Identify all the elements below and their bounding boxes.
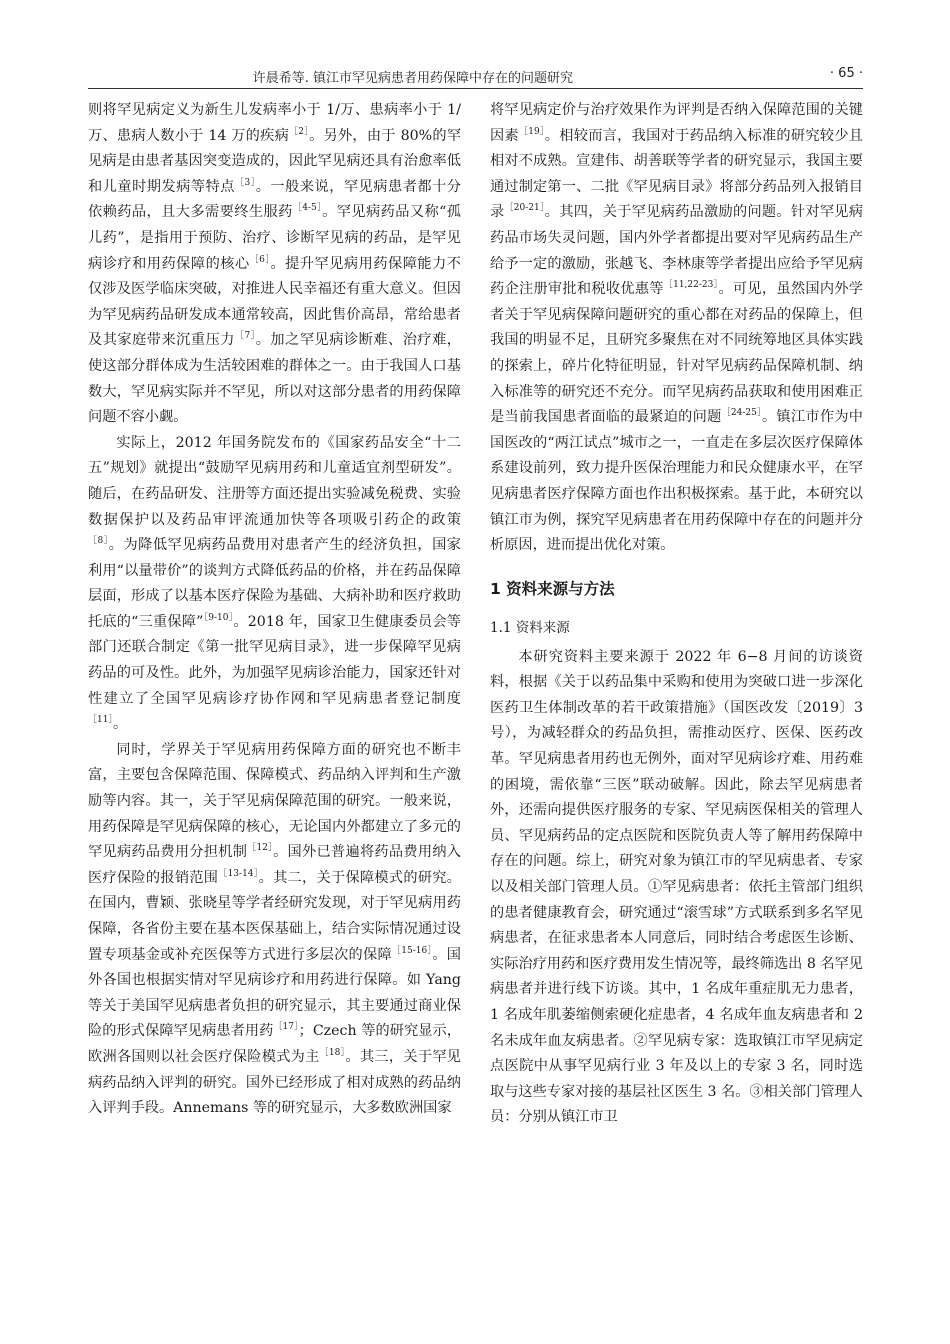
citation: ［6］ bbox=[249, 254, 271, 265]
text-run: ；Czech 等的研究显示，欧洲各国则以社会医疗保险模式为主 bbox=[88, 1023, 461, 1065]
page-number: · 65 · bbox=[829, 66, 863, 81]
citation: ［3］ bbox=[234, 177, 256, 188]
section-heading: 1 资料来源与方法 bbox=[490, 579, 615, 598]
citation: ［2］ bbox=[289, 126, 310, 137]
paragraph bbox=[490, 98, 863, 559]
running-title: 许晨希等. 镇江市罕见病患者用药保障中存在的问题研究 bbox=[252, 71, 573, 86]
text-run: 。国外各国也根据实情对罕见病诊疗和用药进行保障。如 Yang 等关于美国罕见病患者负担的研究显示，其主要通过商业保险的形式保障罕见病患者用药 bbox=[88, 946, 461, 1040]
citation: ［17］ bbox=[273, 1022, 299, 1033]
citation: ［9-10］ bbox=[203, 612, 234, 623]
text-run: 。可见，虽然国内外学者关于罕见病保障问题研究的重心都在对药品的保障上，但我国的明显不足，且研究多聚焦在对不同统筹地区具体实践的探索上，碎片化特征明显，针对罕见病药品保障机制、纳入标准等的研究还不充分。而罕见病药品获取和使用困难正是当前我国患者面临的最紧迫的问题 bbox=[490, 281, 863, 426]
paragraph: 本研究资料主要来源于 2022 年 6−8 月间的访谈资料，根据《关于以药品集中采购和使用为突破口进一步深化医药卫生体制改革的若干政策措施》（国医改发〔2019〕3 号），为减轻群众的药品负担，需推动医疗、医保、医药改革。罕见病患者用药也无例外，面对罕见病诊疗难、用药难的困境，需依靠“三医”联动破解。因此，除去罕见病患者外，还需向提供医疗服务的专家、罕见病医保相关的管理人员、罕见病药品的定点医院和医院负责人等了解用药保障中存在的问题。综上，研究对象为镇江市的罕见病患者、专家以及相关部门管理人员。①罕见病患者：依托主管部门组织的患者健康教育会，研究通过“滚雪球”方式联系到多名罕见病患者，在征求患者本人同意后，同时结合考虑医生诊断、实际治疗用药和医疗费用发生情况等，最终筛选出 8 名罕见病患者并进行线下访谈。其中，1 名成年重症肌无力患者，1 名成年肌萎缩侧索硬化症患者，4 名成年血友病患者和 2 名未成年血友病患者。②罕见病专家：选取镇江市罕见病定点医院中从事罕见病行业 3 年及以上的专家 3 名，同时选取与这些专家对接的基层社区医生 3 名。③相关部门管理人员：分别从镇江市卫 bbox=[490, 648, 863, 1126]
citation: ［4-5］ bbox=[292, 203, 323, 214]
text-run: 同时，学界关于罕见病用药保障方面的研究也不断丰富，主要包含保障范围、保障模式、药品纳入评判和生产激励等内容。其一，关于罕见病保障范围的研究。一般来说，用药保障是罕见病保障的核心，无论国内外都建立了多元的罕见病药品费用分担机制 bbox=[88, 741, 461, 861]
running-header bbox=[88, 64, 863, 89]
citation: ［20-21］ bbox=[504, 203, 545, 214]
citation: ［13-14］ bbox=[218, 868, 259, 879]
text-run: 。另外，由于 80%的罕见病是由患者基因突变造成的，因此罕见病还具有治愈率低和儿童时期发病等特点 bbox=[88, 127, 462, 195]
text-run: 。 bbox=[112, 716, 128, 733]
citation: ［24-25］ bbox=[721, 408, 762, 419]
text-run: 。加之罕见病诊断难、治疗难，使这部分群体成为生活较困难的群体之一。由于我国人口基数大，罕见病实际并不罕见，所以对这部分患者的用药保障问题不容小觑。 bbox=[88, 332, 461, 426]
subsection-heading: 1.1 资料来源 bbox=[490, 619, 570, 636]
citation: ［7］ bbox=[234, 331, 256, 342]
citation: ［8］ bbox=[88, 536, 109, 547]
text-run: 。一般来说，罕见病患者都十分依赖药品，且大多需要终生服药 bbox=[88, 178, 461, 221]
citation: ［19］ bbox=[518, 126, 545, 137]
text-run: 。其二，关于保障模式的研究。在国内，曹颖、张晓星等学者经研究发现，对于罕见病用药保障，各省份主要在基本医保基础上，结合实际情况通过设置专项基金或补充医保等方式进行多层次的保障 bbox=[88, 869, 461, 963]
text-run: 。其三，关于罕见病药品纳入评判的研究。国外已经形成了相对成熟的药品纳入评判手段。Annemans 等的研究显示，大多数欧洲国家 bbox=[88, 1048, 461, 1117]
text-run: 。提升罕见病用药保障能力不仅涉及医学临床突破，对推进人民幸福还有重大意义。但因为罕见病药品研发成本通常较高，因此售价高昂，常给患者及其家庭带来沉重压力 bbox=[88, 255, 461, 349]
left-column bbox=[88, 98, 461, 1122]
citation: ［18］ bbox=[319, 1047, 346, 1058]
text-run: 实际上，2012 年国务院发布的《国家药品安全“十二五”规划》就提出“鼓励罕见病用药和儿童适宜剂型研发”。随后，在药品研发、注册等方面还提出实验减免税费、实验数据保护以及药品审评流通加快等各项吸引药企的政策 bbox=[88, 434, 461, 528]
text-run: 将罕见病定价与治疗效果作为评判是否纳入保障范围的关键因素 bbox=[490, 102, 863, 144]
paragraph bbox=[88, 431, 461, 738]
citation: ［11,22-23］ bbox=[663, 280, 719, 291]
text-run: 。2018 年，国家卫生健康委员会等部门还联合制定《第一批罕见病目录》，进一步保障罕见病药品的可及性。此外，为加强罕见病诊治能力，国家还针对性建立了全国罕见病诊疗协作网和罕见病患者登记制度 bbox=[88, 613, 461, 707]
citation: ［15-16］ bbox=[392, 945, 433, 956]
text-run: 。罕见病药品又称“孤儿药”，是指用于预防、治疗、诊断罕见病的药品，是罕见病诊疗和用药保障的核心 bbox=[88, 204, 461, 272]
text-run: 。相较而言，我国对于药品纳入标准的研究较少且相对不成熟。宣建伟、胡善联等学者的研究显示，我国主要通过制定第一、二批《罕见病目录》将部分药品列入报销目录 bbox=[490, 127, 863, 221]
text-run: 则将罕见病定义为新生儿发病率小于 1/万、患病率小于 1/万、患病人数小于 14 万的疾病 bbox=[88, 102, 461, 144]
paragraph bbox=[88, 738, 461, 1122]
citation: ［11］ bbox=[88, 715, 113, 726]
text-run: 。国外已普遍将药品费用纳入医疗保险的报销范围 bbox=[88, 844, 461, 886]
right-column bbox=[490, 98, 863, 1131]
text-run: 。其四，关于罕见病药品激励的问题。针对罕见病药品市场失灵问题，国内外学者都提出要对罕见病药品生产给予一定的激励，张越飞、李林康等学者提出应给予罕见病药企注册审批和税收优惠等 bbox=[490, 204, 863, 298]
text-run: 。为降低罕见病药品费用对患者产生的经济负担，国家利用“以量带价”的谈判方式降低药品的价格，并在药品保障层面，形成了以基本医疗保险为基础、大病补助和医疗救助托底的“三重保障” bbox=[88, 537, 461, 630]
citation: ［12］ bbox=[247, 843, 274, 854]
text-run: 。镇江市作为中国医改的“两江试点”城市之一，一直走在多层次医疗保障体系建设前列，致力提升医保治理能力和民众健康水平，在罕见病患者医疗保障方面也作出积极探索。基于此，本研究以镇江市为例，探究罕见病患者在用药保障中存在的问题并分析原因，进而提出优化对策。 bbox=[490, 409, 863, 554]
paragraph bbox=[88, 98, 461, 431]
